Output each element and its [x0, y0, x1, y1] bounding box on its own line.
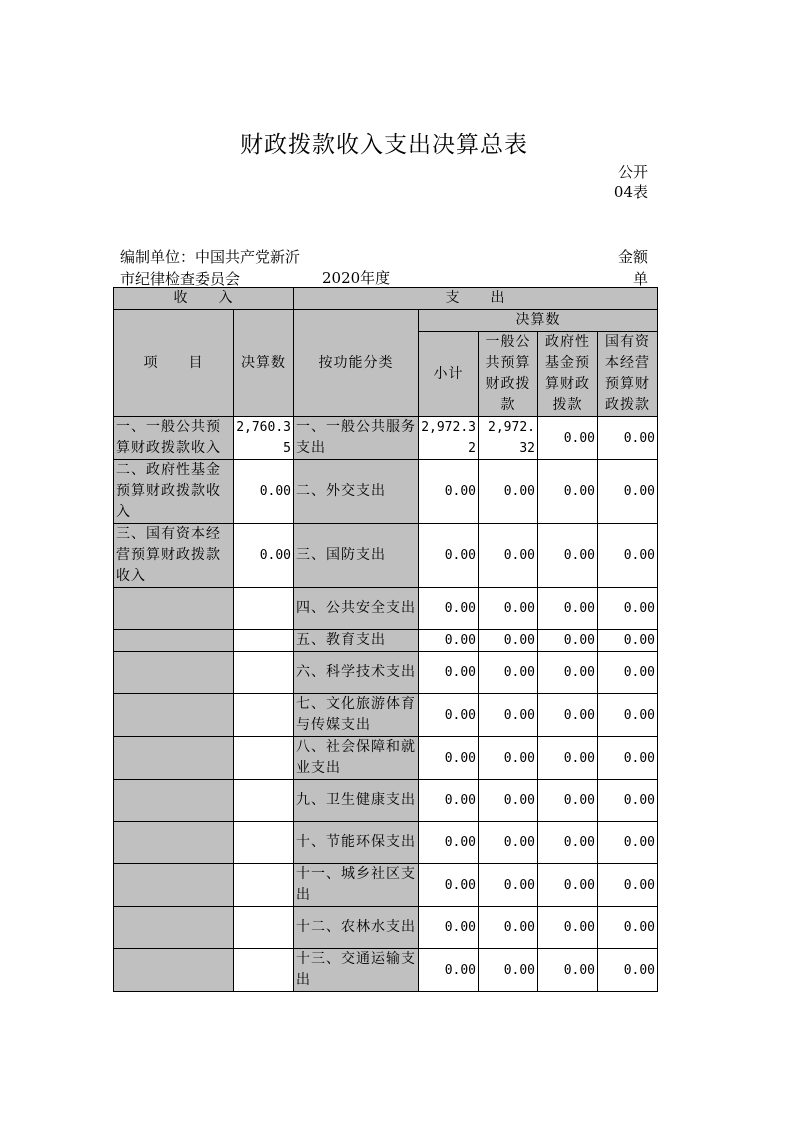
income-amount-cell	[234, 780, 294, 822]
income-item-cell	[114, 780, 234, 822]
expense-function-cell: 九、卫生健康支出	[294, 780, 419, 822]
table-row	[114, 588, 658, 630]
general-budget-cell: 0.00	[479, 822, 538, 864]
income-amount-cell	[234, 694, 294, 737]
income-item-cell	[114, 822, 234, 864]
table-row	[114, 694, 658, 737]
table-row	[114, 737, 658, 780]
gov-fund-cell: 0.00	[538, 780, 598, 822]
expense-function-cell: 二、外交支出	[294, 460, 419, 524]
state-capital-cell: 0.00	[598, 524, 658, 588]
general-budget-header: 一般公共预算财政拨款	[479, 332, 538, 417]
state-capital-cell: 0.00	[598, 949, 658, 992]
general-budget-cell: 0.00	[479, 694, 538, 737]
state-capital-cell: 0.00	[598, 907, 658, 949]
table-row	[114, 524, 658, 588]
subtotal-cell: 0.00	[419, 588, 479, 630]
income-amount-cell	[234, 949, 294, 992]
state-capital-cell: 0.00	[598, 737, 658, 780]
income-item-cell	[114, 949, 234, 992]
expense-function-cell: 十二、农林水支出	[294, 907, 419, 949]
expense-function-cell: 四、公共安全支出	[294, 588, 419, 630]
function-class-header: 按功能分类	[294, 310, 419, 417]
expense-function-cell: 十一、城乡社区支出	[294, 864, 419, 907]
general-budget-cell: 0.00	[479, 652, 538, 694]
state-capital-cell: 0.00	[598, 694, 658, 737]
income-header: 收 入	[114, 288, 294, 310]
state-capital-cell: 0.00	[598, 822, 658, 864]
income-amount-cell	[234, 864, 294, 907]
table-row	[114, 417, 658, 460]
fiscal-year: 2020年度	[322, 269, 391, 287]
income-item-cell: 二、政府性基金预算财政拨款收入	[114, 460, 234, 524]
general-budget-cell: 0.00	[479, 737, 538, 780]
subtotal-cell: 0.00	[419, 780, 479, 822]
item-header: 项 目	[114, 310, 234, 417]
general-budget-cell: 0.00	[479, 524, 538, 588]
state-capital-cell: 0.00	[598, 780, 658, 822]
final-amount-group-header: 决算数	[419, 310, 658, 332]
expense-function-cell: 十三、交通运输支出	[294, 949, 419, 992]
table-row	[114, 780, 658, 822]
gov-fund-cell: 0.00	[538, 652, 598, 694]
gov-fund-cell: 0.00	[538, 588, 598, 630]
general-budget-cell: 0.00	[479, 949, 538, 992]
state-capital-cell: 0.00	[598, 417, 658, 460]
subtotal-cell: 0.00	[419, 652, 479, 694]
general-budget-cell: 2,972.32	[479, 417, 538, 460]
general-budget-cell: 0.00	[479, 780, 538, 822]
table-row	[114, 652, 658, 694]
subtotal-cell: 0.00	[419, 822, 479, 864]
expense-function-cell: 三、国防支出	[294, 524, 419, 588]
expense-function-cell: 五、教育支出	[294, 630, 419, 652]
gov-fund-cell: 0.00	[538, 822, 598, 864]
gov-fund-cell: 0.00	[538, 460, 598, 524]
subtotal-cell: 0.00	[419, 524, 479, 588]
table-row	[114, 949, 658, 992]
income-item-cell: 一、一般公共预算财政拨款收入	[114, 417, 234, 460]
subtotal-cell: 2,972.32	[419, 417, 479, 460]
income-item-cell: 三、国有资本经营预算财政拨款收入	[114, 524, 234, 588]
income-amount-cell	[234, 822, 294, 864]
income-item-cell	[114, 737, 234, 780]
subtotal-cell: 0.00	[419, 694, 479, 737]
income-item-cell	[114, 630, 234, 652]
income-amount-header: 决算数	[234, 310, 294, 417]
income-amount-cell	[234, 630, 294, 652]
table-row	[114, 864, 658, 907]
income-item-cell	[114, 588, 234, 630]
gov-fund-cell: 0.00	[538, 630, 598, 652]
gov-fund-header: 政府性基金预算财政拨款	[538, 332, 598, 417]
general-budget-cell: 0.00	[479, 630, 538, 652]
gov-fund-cell: 0.00	[538, 907, 598, 949]
expense-function-cell: 一、一般公共服务支出	[294, 417, 419, 460]
income-amount-cell: 0.00	[234, 460, 294, 524]
expense-function-cell: 十、节能环保支出	[294, 822, 419, 864]
gov-fund-cell: 0.00	[538, 737, 598, 780]
income-item-cell	[114, 907, 234, 949]
income-amount-cell: 0.00	[234, 524, 294, 588]
subtotal-cell: 0.00	[419, 737, 479, 780]
state-capital-header: 国有资本经营预算财政拨款	[598, 332, 658, 417]
general-budget-cell: 0.00	[479, 460, 538, 524]
gov-fund-cell: 0.00	[538, 694, 598, 737]
subtotal-cell: 0.00	[419, 949, 479, 992]
expense-header: 支 出	[294, 288, 658, 310]
state-capital-cell: 0.00	[598, 630, 658, 652]
income-amount-cell	[234, 737, 294, 780]
subtotal-cell: 0.00	[419, 460, 479, 524]
table-row	[114, 460, 658, 524]
table-row	[114, 822, 658, 864]
income-item-cell	[114, 864, 234, 907]
table-row	[114, 907, 658, 949]
expense-function-cell: 六、科学技术支出	[294, 652, 419, 694]
document-number: 公开04表	[613, 163, 648, 201]
state-capital-cell: 0.00	[598, 652, 658, 694]
expense-function-cell: 七、文化旅游体育与传媒支出	[294, 694, 419, 737]
reporting-unit: 编制单位：中国共产党新沂市纪律检查委员会	[120, 248, 301, 288]
subtotal-cell: 0.00	[419, 630, 479, 652]
budget-summary-table	[113, 287, 658, 992]
income-item-cell	[114, 694, 234, 737]
general-budget-cell: 0.00	[479, 588, 538, 630]
gov-fund-cell: 0.00	[538, 417, 598, 460]
income-item-cell	[114, 652, 234, 694]
state-capital-cell: 0.00	[598, 864, 658, 907]
expense-function-cell: 八、社会保障和就业支出	[294, 737, 419, 780]
general-budget-cell: 0.00	[479, 864, 538, 907]
income-amount-cell	[234, 588, 294, 630]
gov-fund-cell: 0.00	[538, 864, 598, 907]
gov-fund-cell: 0.00	[538, 949, 598, 992]
subtotal-header: 小计	[419, 332, 479, 417]
page-title: 财政拨款收入支出决算总表	[240, 132, 528, 158]
gov-fund-cell: 0.00	[538, 524, 598, 588]
general-budget-cell: 0.00	[479, 907, 538, 949]
subtotal-cell: 0.00	[419, 864, 479, 907]
income-amount-cell	[234, 907, 294, 949]
table-row	[114, 630, 658, 652]
subtotal-cell: 0.00	[419, 907, 479, 949]
income-amount-cell: 2,760.35	[234, 417, 294, 460]
money-unit: 金额单	[617, 248, 648, 288]
state-capital-cell: 0.00	[598, 588, 658, 630]
income-amount-cell	[234, 652, 294, 694]
state-capital-cell: 0.00	[598, 460, 658, 524]
